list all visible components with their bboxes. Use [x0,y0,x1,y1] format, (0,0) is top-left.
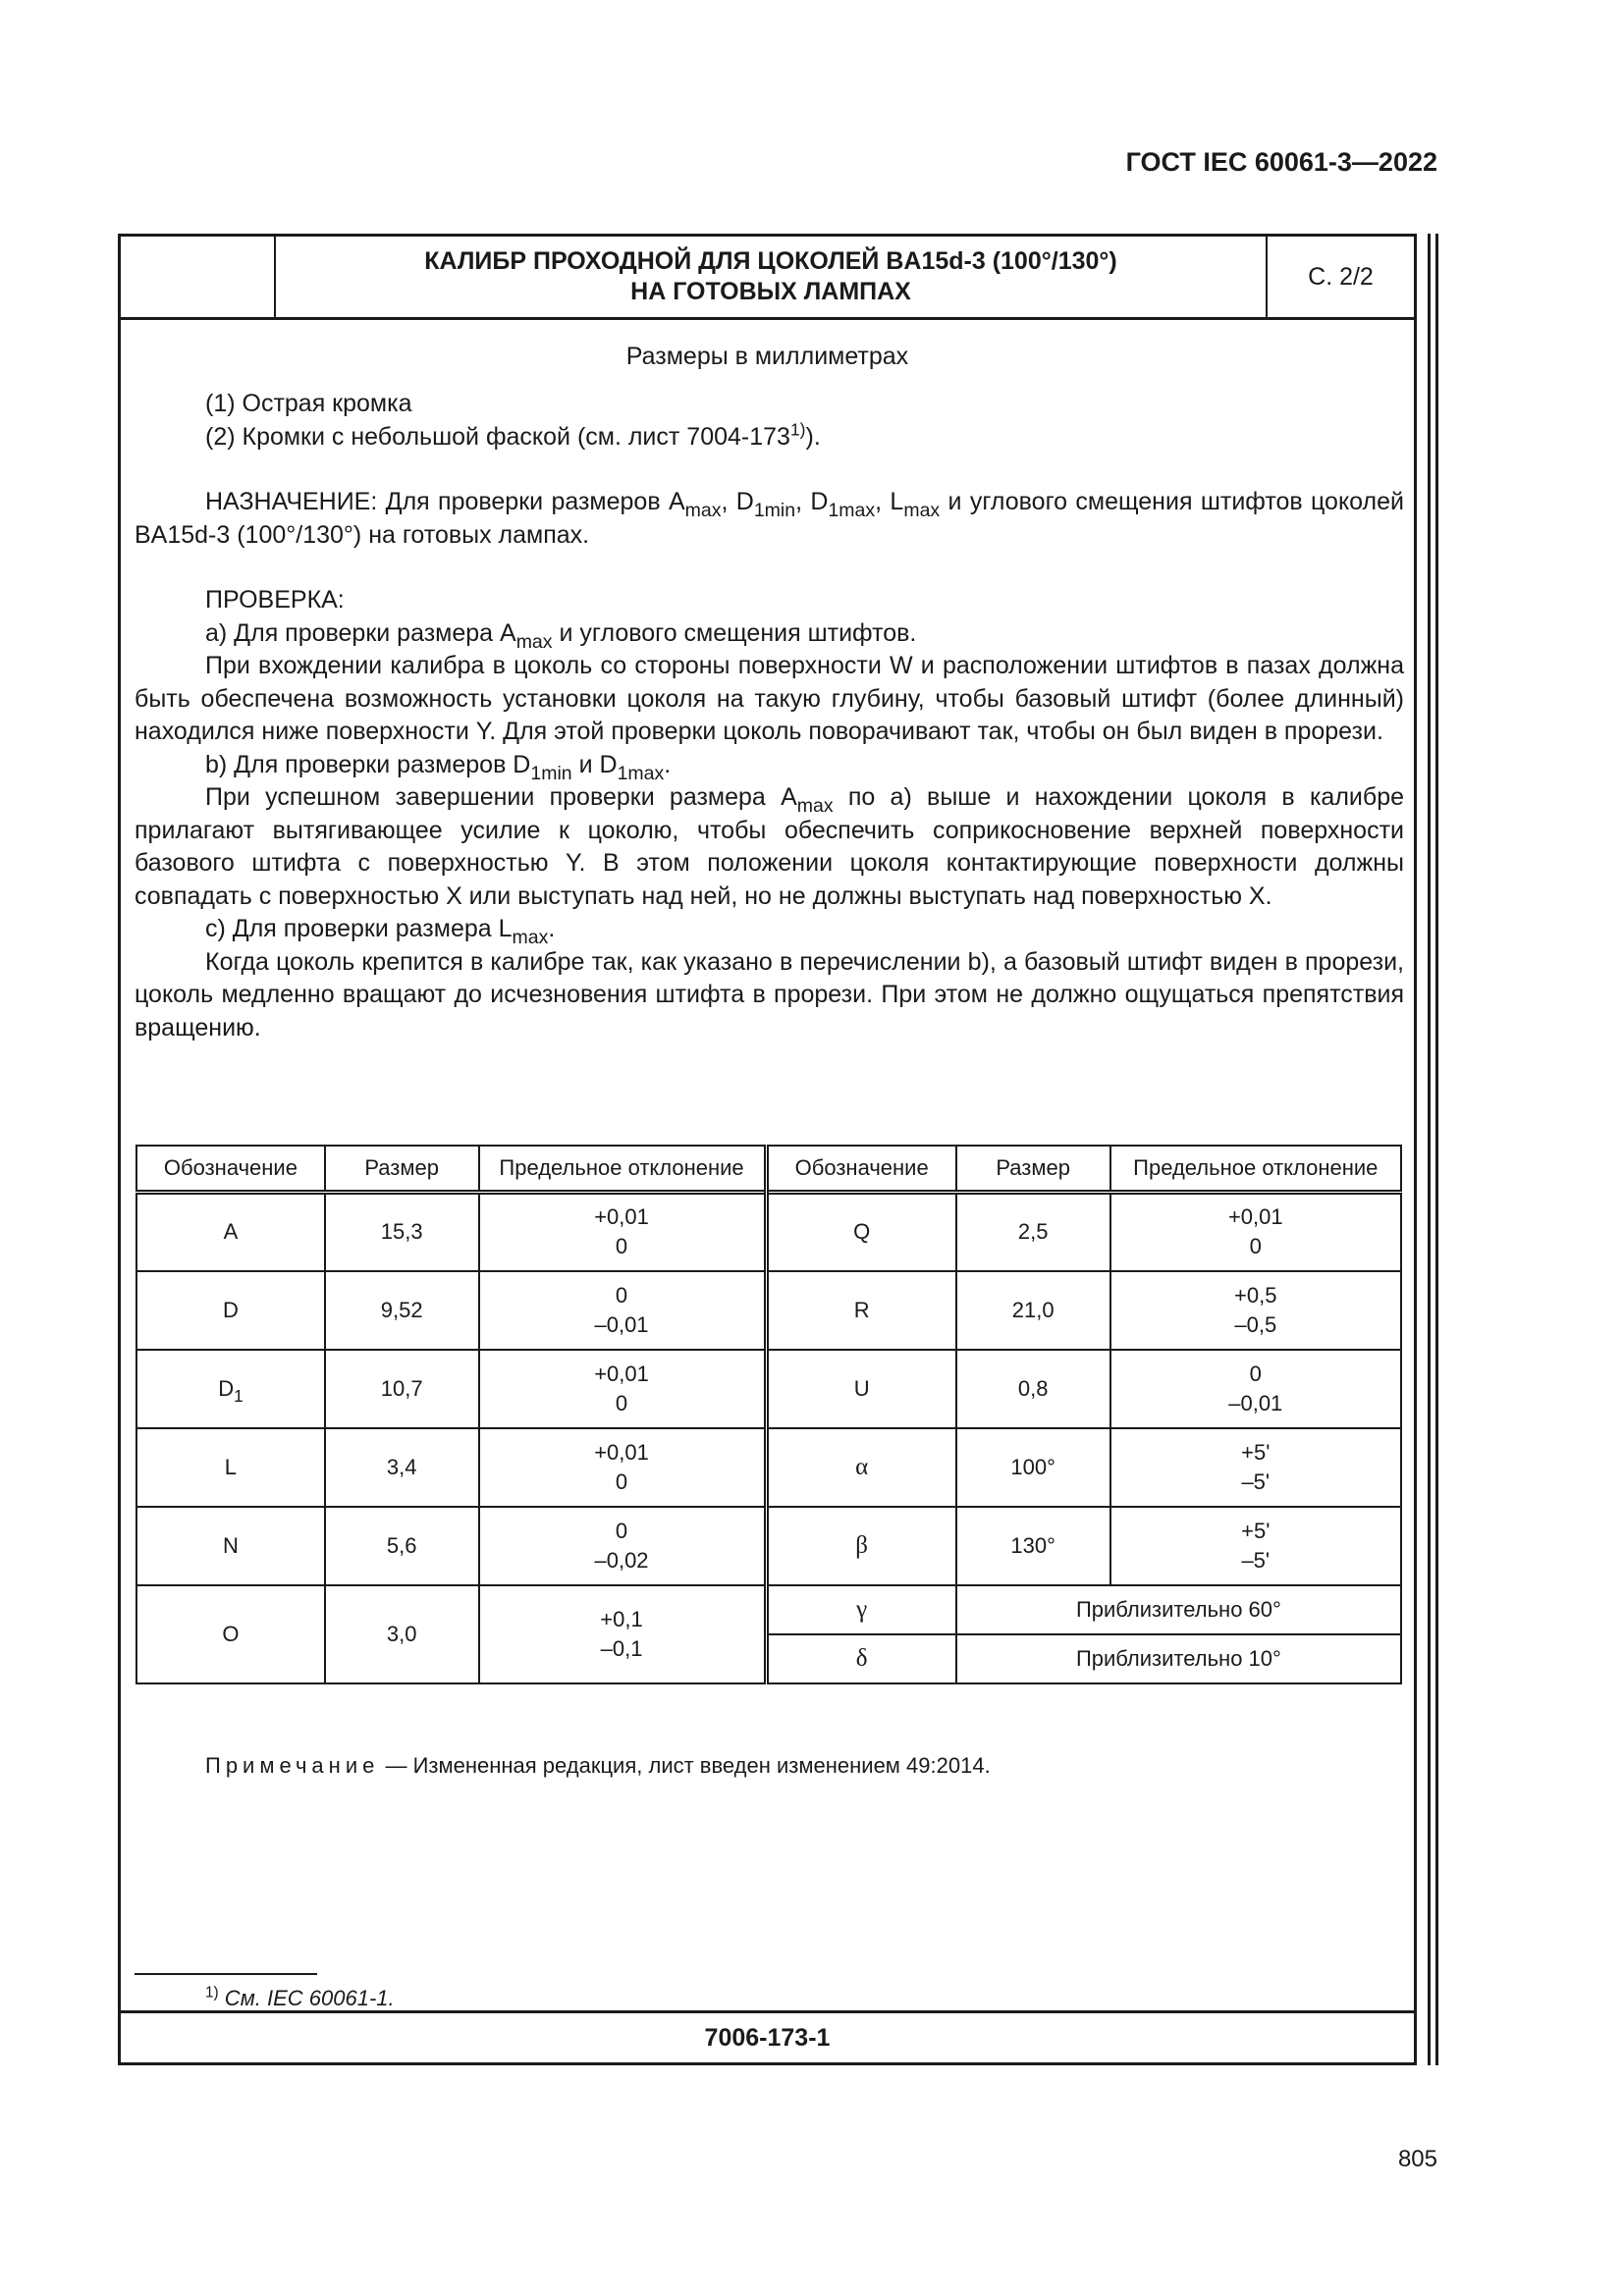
header-cell: Обозначение [136,1146,325,1193]
tolerance-cell: +5' –5' [1110,1507,1401,1585]
body-text [135,388,1404,1044]
tolerance-cell: +0,01 0 [479,1193,766,1271]
table-note [205,1753,991,1779]
dimensions-table [135,1145,1402,1684]
sheet-number: С. 2/2 [1308,262,1374,291]
symbol-cell: Q [766,1193,956,1271]
symbol-cell: β [766,1507,956,1585]
tolerance-cell: +0,01 0 [1110,1193,1401,1271]
table-header-row [136,1146,1401,1193]
approx-value-cell: Приблизительно 60° [956,1585,1401,1634]
page-number: 805 [1397,2146,1437,2172]
symbol-cell: A [136,1193,325,1271]
tolerance-cell: 0 –0,01 [479,1271,766,1350]
frame-side-line [1428,234,1431,2065]
check-a-heading: a) Для проверки размера $A_{max}$ и углового смещения штифтов. [205,618,917,653]
size-cell: 130° [956,1507,1110,1585]
footnote-separator [135,1973,317,1975]
table-row [136,1271,1401,1350]
tolerance-cell: 0 –0,01 [1110,1350,1401,1428]
symbol-cell: $D_1$ [136,1350,325,1428]
note-text: — Измененная редакция, лист введен изменением 49:2014. [379,1753,991,1778]
check-heading: ПРОВЕРКА: [205,586,345,614]
tolerance-cell: +0,01 0 [479,1428,766,1507]
note-1: (1) Острая кромка [205,390,412,417]
size-cell: 15,3 [325,1193,479,1271]
symbol-cell: δ [766,1634,956,1683]
table-row [136,1507,1401,1585]
size-cell: 5,6 [325,1507,479,1585]
check-b-body: При успешном завершении проверки размера $A_{max}$ по a) выше и нахождении цоколя в калибре прилагают вытягивающее усилие к цоколю, чтобы обеспечить соприкосновение верхней поверхности базового штифта с поверхностью Y. В этом положении цоколя контактирующие поверхности должны совпадать с поверхностью X или выступать над ней, но не должны выступать над поверхностью X. [135,783,1405,910]
title-block [121,237,1414,320]
tolerance-cell: +0,01 0 [479,1350,766,1428]
footnote: $^{1)}$ См. IEC 60061-1. [205,1984,395,2010]
note-label: Примечание [205,1753,380,1778]
header-cell: Предельное отклонение [1110,1146,1401,1193]
tolerance-cell: +0,5 –0,5 [1110,1271,1401,1350]
purpose-paragraph: НАЗНАЧЕНИЕ: Для проверки размеров $A_{max}$, $D_{1min}$, $D_{1max}$, $L_{max}$ и углового смещения штифтов цоколей BA15d-3 (100°/130°) на готовых лампах. [135,488,1404,549]
tolerance-cell: 0 –0,02 [479,1507,766,1585]
table-row [136,1350,1401,1428]
sheet-title [276,237,1268,317]
size-cell: 10,7 [325,1350,479,1428]
table-row [136,1193,1401,1271]
sheet-frame [118,234,1417,2065]
title-empty-cell [121,237,276,317]
tolerance-cell: +5' –5' [1110,1428,1401,1507]
sheet-code: 7006-173-1 [121,2010,1414,2062]
table-row [136,1428,1401,1507]
size-cell: 3,0 [325,1585,479,1683]
check-c-heading: c) Для проверки размера $L_{max}$. [205,915,556,948]
units-caption: Размеры в миллиметрах [625,343,909,370]
header-cell: Обозначение [766,1146,956,1193]
header-cell: Предельное отклонение [479,1146,766,1193]
standard-header: ГОСТ IEC 60061-3—2022 [1125,147,1437,177]
symbol-cell: O [136,1585,325,1683]
symbol-cell: U [766,1350,956,1428]
check-c-body: Когда цоколь крепится в калибре так, как указано в перечислении b), а базовый штифт виден в прорези, цоколь медленно вращают до исчезновения штифта в прорези. При этом не должно ощущаться препятствия вращению. [135,947,1404,1041]
symbol-cell: α [766,1428,956,1507]
size-cell: 3,4 [325,1428,479,1507]
check-a-body: При вхождении калибра в цоколь со стороны поверхности W и расположении штифтов в пазах должна быть обеспечена возможность установки цоколя на такую глубину, чтобы базовый штифт (более длинный) находился ниже поверхности Y. Для этой проверки цоколь поворачивают так, чтобы он был виден в прорези. [135,652,1404,745]
size-cell: 9,52 [325,1271,479,1350]
frame-side-line [1435,234,1438,2065]
title-line-1: КАЛИБР ПРОХОДНОЙ ДЛЯ ЦОКОЛЕЙ BA15d-3 (100°/130°) [424,247,1117,275]
symbol-cell: R [766,1271,956,1350]
header-cell: Размер [325,1146,479,1193]
size-cell: 21,0 [956,1271,1110,1350]
title-line-2: НА ГОТОВЫХ ЛАМПАХ [630,278,911,305]
size-cell: 0,8 [956,1350,1110,1428]
tolerance-cell: +0,1 –0,1 [479,1585,766,1683]
check-b-heading: b) Для проверки размеров $D_{1min}$ и $D_{1max}$. [205,750,672,784]
symbol-cell: N [136,1507,325,1585]
header-cell: Размер [956,1146,1110,1193]
approx-value-cell: Приблизительно 10° [956,1634,1401,1683]
size-cell: 2,5 [956,1193,1110,1271]
note-2: (2) Кромки с небольшой фаской (см. лист 7004-173$^{1)}$). [205,418,821,451]
symbol-cell: L [136,1428,325,1507]
symbol-cell: D [136,1271,325,1350]
table-row [136,1585,1401,1634]
symbol-cell: γ [766,1585,956,1634]
size-cell: 100° [956,1428,1110,1507]
